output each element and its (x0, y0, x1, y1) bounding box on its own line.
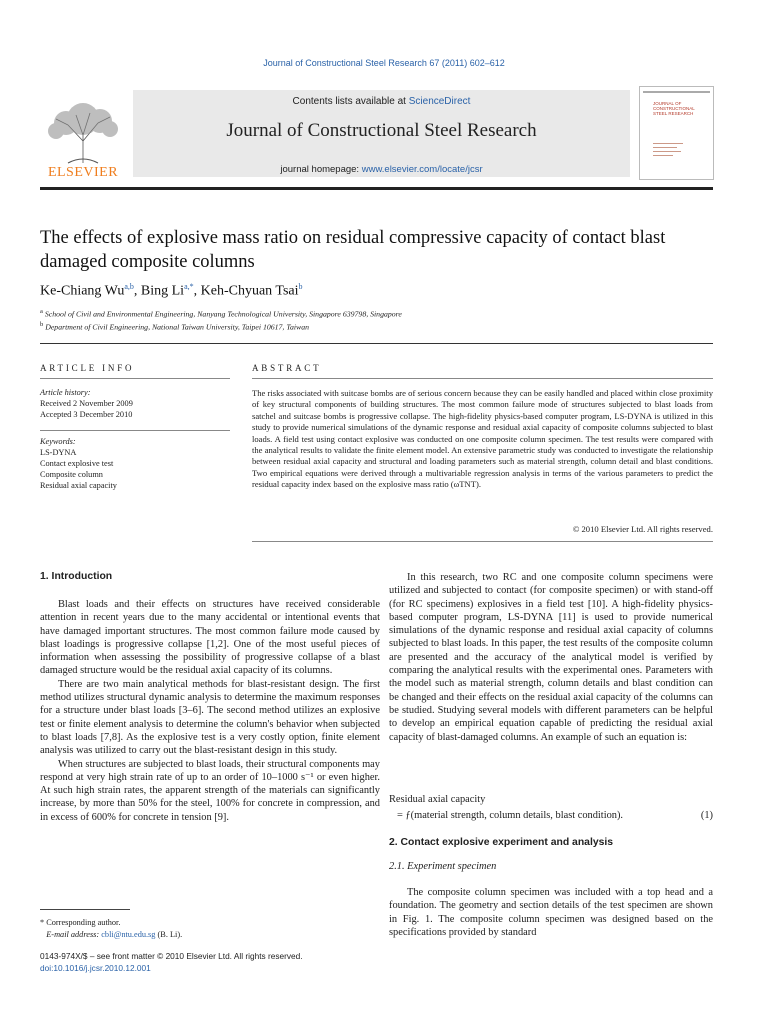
article-info-rule (40, 378, 230, 379)
email-note (40, 929, 182, 941)
elsevier-wordmark: ELSEVIER (47, 165, 119, 180)
equation-1 (397, 810, 713, 821)
right-column-body (389, 571, 713, 744)
history-label: Article history: (40, 388, 91, 397)
section-1-heading: 1. Introduction (40, 571, 113, 582)
left-column-body (40, 598, 380, 824)
article-info-divider (40, 430, 230, 431)
history-accepted: Accepted 3 December 2010 (40, 410, 133, 419)
section-2-1-heading: 2.1. Experiment specimen (389, 861, 497, 872)
homepage-prefix: journal homepage: (280, 164, 360, 175)
sciencedirect-link[interactable]: ScienceDirect (408, 96, 471, 107)
footnote-mark: * (40, 918, 45, 927)
doi-link[interactable]: doi:10.1016/j.jcsr.2010.12.001 (40, 963, 151, 973)
email-label: E-mail address: (46, 930, 100, 939)
affiliation-a: $^a$ School of Civil and Environmental Engineering, Nanyang Technological University, Singapore 639798, Singapore (40, 308, 402, 319)
right-column-body-2 (389, 886, 713, 939)
keyword: Residual axial capacity (40, 481, 117, 490)
abstract-text: The risks associated with suitcase bombs are of serious concern because they can be easily handled and placed within close proximity of key structural components of building structures. The most common failure mode of structures subjected to blast loads from satchel and suitcase bombs is progressive collapse. The high-fidelity physics-based computer program, LS-DYNA is utilized in this study to provide numerical simulations of the dynamic response and residual axial capacity of composite columns subjected to blast loads. A field test using contact explosive was conducted on one composite column specimen. The test results were compared with the analytical results to validate the finite element model. An extensive parametric study was conducted to investigate the relationship between residual axial capacity and structural and loading parameters such as material strength, column detail and blast conditions. Two empirical equations were derived through a multivariable regression analysis in terms of the various parameters to predict the residual capacity index based on the explosive mass ratio (ωTNT). (252, 388, 713, 490)
keywords (40, 436, 117, 491)
author-separator: , (133, 283, 141, 299)
keyword: LS-DYNA (40, 448, 77, 457)
paragraph: In this research, two RC and one composite column specimens were utilized and subjected to contact (for composite specimen) or with stand-off (for RC specimens) explosives in a field test [10]. A high-fidelity physics-based computer program, LS-DYNA [11] is used to provide numerical simulations of the dynamic response and residual axial capacity of columns subjected to blast loads. In this paper, the test results of the composite column are presented and the accuracy of the analytical model is verified by comparing the analytical results with the experimental ones. Parameters with the model such as material strength, column details and blast condition can be changed and their effects on the residual axial capacity of the columns can be studied. Studying several models with different parameters can be helpful to develop an empirical equation capable of predicting the residual axial capacity of blast-damaged columns. An example of such an equation is: (389, 572, 713, 743)
footnote-rule (40, 909, 130, 910)
title-rule (40, 343, 713, 344)
author-affiliation-mark[interactable]: a,* (184, 282, 194, 291)
keywords-label: Keywords: (40, 437, 76, 446)
journal-homepage (133, 164, 630, 175)
journal-banner (133, 90, 630, 177)
abstract-rule (252, 378, 713, 379)
abstract-copyright: © 2010 Elsevier Ltd. All rights reserved. (572, 524, 713, 534)
article-info-heading: ARTICLE INFO (40, 363, 135, 373)
history-received: Received 2 November 2009 (40, 399, 133, 408)
keyword: Contact explosive test (40, 459, 114, 468)
author-affiliation-mark[interactable]: a,b (124, 282, 134, 291)
footnote-text: Corresponding author. (46, 918, 121, 927)
article-title: The effects of explosive mass ratio on residual compressive capacity of contact blast damaged composite columns (40, 228, 666, 272)
section-2-heading: 2. Contact explosive experiment and analysis (389, 837, 614, 848)
author-list (40, 282, 303, 300)
author-affiliation-mark[interactable]: b (298, 282, 303, 291)
email-suffix: (B. Li). (157, 930, 183, 939)
paragraph: When structures are subjected to blast loads, their structural components may respond at very high strain rate of up to an order of 10–1000 s⁻¹ or even higher. At such high strain rates, the apparent strength of the materials can significantly increase, by more than 50% for the steel, 100% for concrete in compression, and in excess of 600% for concrete in tension [9]. (40, 758, 380, 823)
affiliation-b: $^b$ Department of Civil Engineering, National Taiwan University, Taipei 10617, Taiwan (40, 321, 310, 332)
contents-prefix: Contents lists available at (292, 96, 406, 107)
equation-text: = ƒ(material strength, column details, blast condition). (397, 810, 624, 821)
issn-text: 0143-974X/$ – see front matter © 2010 Elsevier Ltd. All rights reserved. (40, 951, 303, 961)
author-name: Keh-Chyuan Tsai (200, 283, 299, 299)
email-link[interactable]: cbli@ntu.edu.sg (101, 930, 156, 939)
homepage-link[interactable]: www.elsevier.com/locate/jcsr (361, 164, 483, 175)
cover-title: JOURNAL OF CONSTRUCTIONAL STEEL RESEARCH (653, 101, 695, 116)
journal-cover-thumbnail (639, 86, 714, 180)
contents-availability (133, 96, 630, 107)
abstract-heading: ABSTRACT (252, 363, 322, 373)
author-name: Ke-Chiang Wu (40, 283, 125, 299)
equation-label: Residual axial capacity (389, 794, 486, 805)
keyword: Composite column (40, 470, 103, 479)
paragraph: There are two main analytical methods for blast-resistant design. The first method utilizes structural dynamic analysis to determine the maximum responses for a structure under blast loads [3–6]. The second method utilizes an explosive test or finite element analysis to determine the column's behavior when subjected to blast loads [7,8]. As the explosive test is a very costly option, finite element analysis was utilized to carry out the blast-resistant design in this study. (40, 678, 380, 757)
journal-title: Journal of Constructional Steel Research (226, 120, 537, 141)
author-separator: , (193, 283, 201, 299)
article-history (40, 387, 133, 420)
author-name: Bing Li (140, 283, 185, 299)
journal-citation[interactable]: Journal of Constructional Steel Research 67 (2011) 602–612 (263, 58, 505, 68)
abstract-end-rule (252, 541, 713, 542)
paragraph: Blast loads and their effects on structures have received considerable attention in recent years due to the many accidental or intentional events that have damaged important structures. The most common failure mode caused by blast loadings is progressive collapse [1,2]. One of the most useful pieces of information when assessing the possibility of progressive collapse of a blast damaged structure would be the residual axial capacity of its columns. (40, 599, 380, 677)
equation-number: (1) (700, 810, 713, 821)
corresponding-author-note (40, 917, 120, 929)
paragraph: The composite column specimen was included with a top head and a foundation. The geometry and section details of the test specimen are shown in Fig. 1. The composite column specimen was designed based on the specifications provided by standard (389, 887, 713, 938)
header-rule (40, 187, 713, 190)
issn-footer (40, 950, 303, 974)
